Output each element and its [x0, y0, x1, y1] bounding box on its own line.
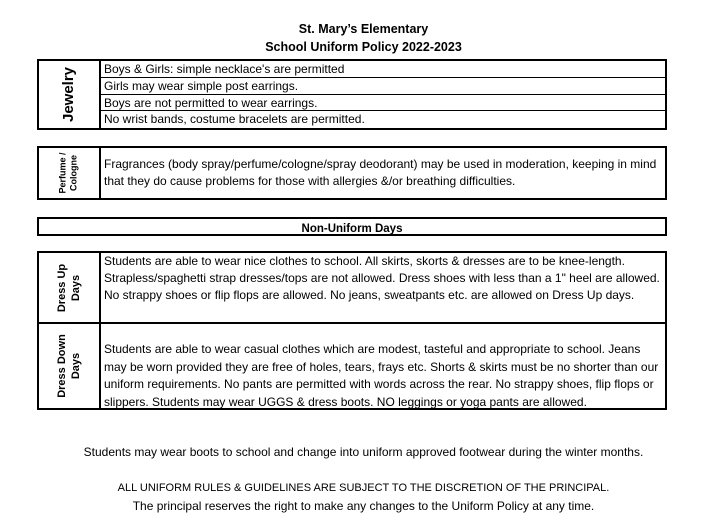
dress-up-label-line2: Days — [69, 274, 82, 301]
rights-note: The principal reserves the right to make any changes to the Uniform Policy at any time. — [132, 499, 595, 513]
perfume-section — [37, 146, 667, 200]
dress-down-text: Students are able to wear casual clothes which are modest, tasteful and appropriate to school. Jeans may be worn provided they are free of holes, tears, frays etc. Shorts & skirts must be no shorter than our uniform requirements. No pants are permitted with words across the rear. No strappy shoes, flip flops or slippers. Students may wear UGGS & dress boots. NO leggings or yoga pants are allowed. — [104, 342, 659, 409]
perfume-text: Fragrances (body spray/perfume/cologne/spray deodorant) may be used in moderation, keeping in mind that they do cause problems for those with allergies &/or breathing difficulties. — [104, 157, 657, 188]
jewelry-section — [37, 59, 667, 130]
dress-days-section — [37, 251, 667, 410]
dress-up-label-line1: Dress Up — [55, 263, 68, 312]
perfume-label-line2: Cologne — [68, 155, 79, 192]
non-uniform-heading-box — [37, 217, 667, 236]
dress-up-label-cell — [39, 253, 99, 322]
perfume-label-cell — [39, 148, 101, 198]
jewelry-label: Jewelry — [60, 66, 78, 123]
jewelry-rules — [101, 61, 665, 128]
non-uniform-heading: Non-Uniform Days — [301, 223, 403, 235]
dress-up-text: Students are able to wear nice clothes to school. All skirts, skorts & dresses are to be knee-length. Strapless/spaghetti strap dresses/tops are not allowed. Dress shoes with less than a 1" heel are allowed. No strappy shoes or flip flops are allowed. No jeans, sweatpants etc. are allowed on Dress Up days. — [104, 254, 660, 302]
boots-note: Students may wear boots to school and change into uniform approved footwear during the winter months. — [83, 445, 644, 459]
dress-down-label-line2: Days — [70, 352, 83, 380]
jewelry-label-cell — [39, 61, 101, 128]
dress-down-label-line1: Dress Down — [56, 334, 69, 398]
policy-title: School Uniform Policy 2022-2023 — [265, 40, 462, 54]
perfume-label-line1: Perfume / — [57, 152, 68, 194]
jewelry-rule: Girls may wear simple post earrings. — [101, 78, 665, 95]
school-name: St. Mary’s Elementary — [298, 22, 429, 36]
jewelry-rule: No wrist bands, costume bracelets are permitted. — [104, 112, 365, 127]
dress-down-label-cell — [39, 324, 99, 408]
jewelry-rule: Boys are not permitted to wear earrings. — [101, 95, 665, 112]
jewelry-rule: Boys & Girls: simple necklace's are permitted — [101, 61, 665, 78]
discretion-note: ALL UNIFORM RULES & GUIDELINES ARE SUBJECT TO THE DISCRETION OF THE PRINCIPAL. — [117, 482, 610, 494]
dress-days-divider — [39, 322, 665, 324]
